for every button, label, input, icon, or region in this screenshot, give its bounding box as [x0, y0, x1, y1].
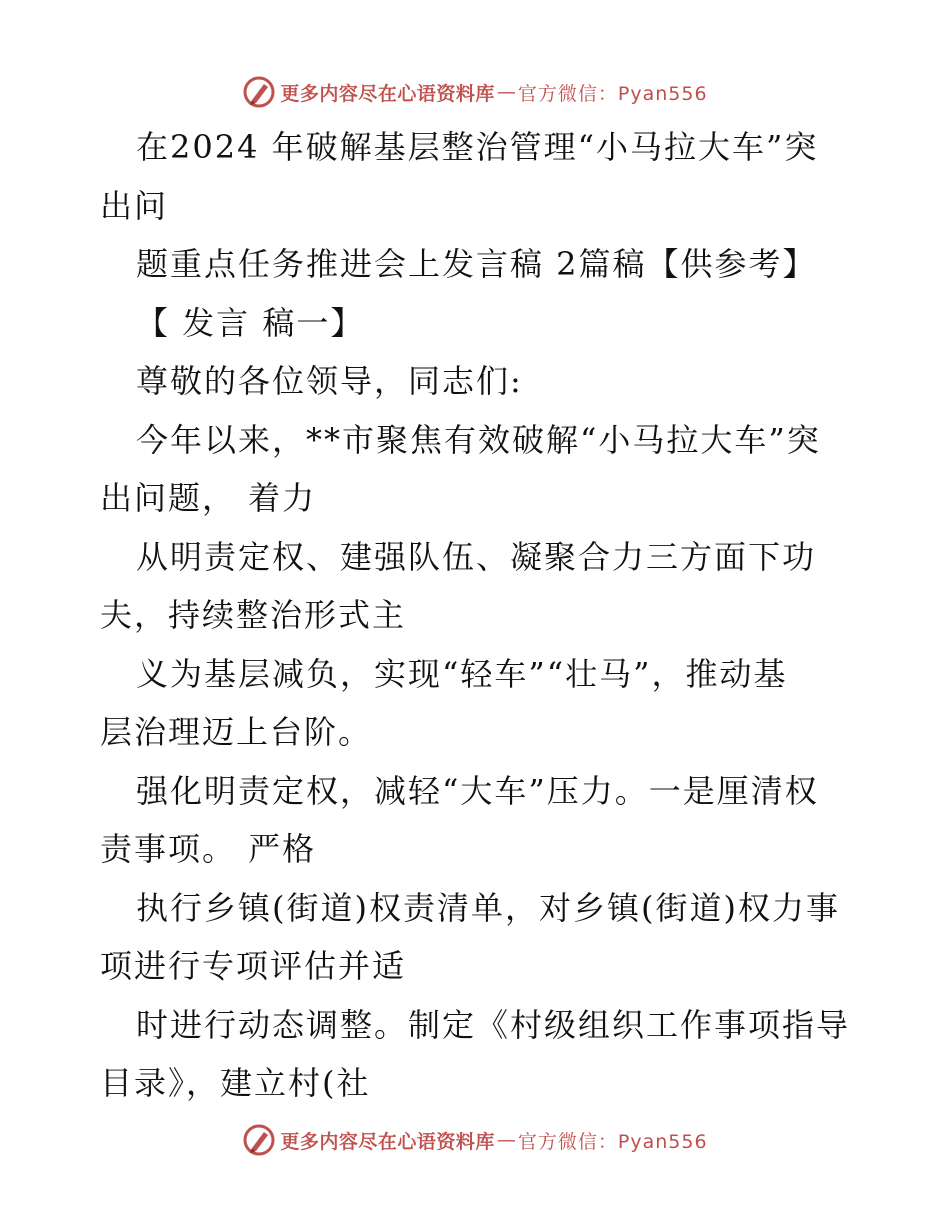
text-line: 今年以来，**市聚焦有效破解“小马拉大车”突	[136, 420, 821, 459]
watermark-separator: —	[496, 81, 516, 103]
section-heading: 【 发言 稿一】	[136, 303, 365, 342]
salutation: 尊敬的各位领导，同志们:	[136, 362, 523, 400]
text-line: 强化明责定权，减轻“大车”压力。一是厘清权	[136, 771, 819, 810]
document-body	[100, 118, 860, 1113]
text-line: 题重点任务推进会上发言稿 2篇稿【供参考】	[136, 245, 817, 283]
text-line: 义为基层减负，实现“轻车”“壮马”，推动基	[136, 654, 788, 693]
text-line: 目录》，建立村(社	[100, 1064, 371, 1102]
header-watermark	[0, 72, 950, 112]
watermark-contact: 官方微信：Pyan556	[517, 1130, 708, 1153]
text-line: 从明责定权、建强队伍、凝聚合力三方面下功	[136, 537, 817, 576]
pen-logo-icon	[242, 1123, 276, 1157]
footer-watermark	[0, 1120, 950, 1160]
text-line: 责事项。 严格	[100, 830, 317, 868]
watermark-site: 更多内容尽在心语资料库	[280, 1130, 495, 1153]
text-line: 夫，持续整治形式主	[100, 596, 407, 634]
text-line: 出问题， 着力	[100, 479, 317, 517]
watermark-separator: —	[496, 1129, 516, 1151]
text-line: 执行乡镇(街道)权责清单，对乡镇(街道)权力事	[136, 888, 840, 927]
text-line: 在2024 年破解基层整治管理“小马拉大车”突	[136, 128, 819, 166]
pen-logo-icon	[242, 75, 276, 109]
watermark-site: 更多内容尽在心语资料库	[280, 82, 495, 105]
text-line: 项进行专项评估并适	[100, 947, 407, 985]
text-line: 时进行动态调整。制定《村级组织工作事项指导	[136, 1005, 851, 1044]
watermark-contact: 官方微信：Pyan556	[517, 82, 708, 105]
text-line: 层治理迈上台阶。	[100, 713, 373, 751]
text-line: 出问	[100, 186, 169, 225]
